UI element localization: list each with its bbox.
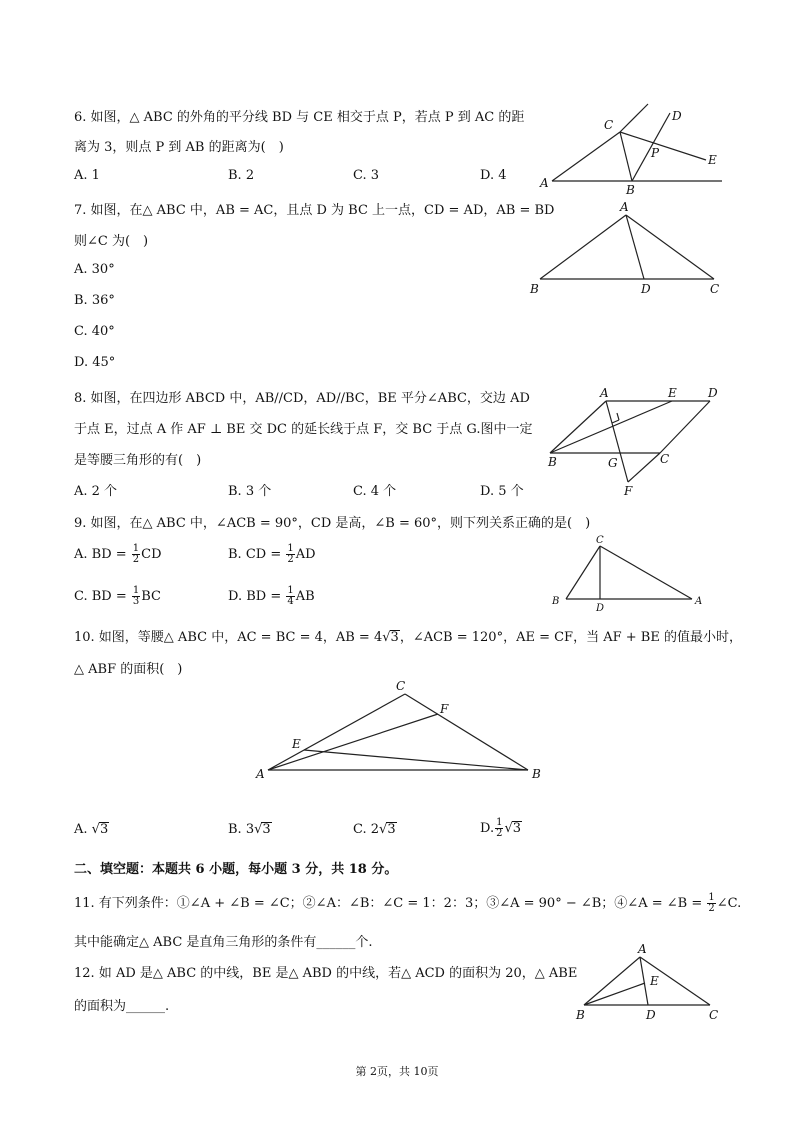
sqrt-symbol: √	[91, 822, 100, 837]
q6-label-d: D	[672, 109, 682, 123]
sqrt-symbol: √	[379, 822, 388, 837]
q10-label-e: E	[292, 737, 301, 751]
q9-option-b-suffix: AD	[295, 547, 316, 562]
q8-label-b: B	[548, 455, 557, 469]
q6-option-c: C. 3	[353, 168, 380, 183]
q10-line1-suffix: ，∠ACB = 120°，AE = CF，当 AF + BE 的值最小时，	[399, 630, 742, 645]
q9-label-b: B	[552, 596, 560, 607]
q10-sqrt-symbol: √	[382, 630, 391, 645]
q12-label-e: E	[650, 974, 659, 988]
q7-line2: 则∠C 为( )	[74, 234, 149, 249]
q10-option-a-prefix: A.	[74, 822, 92, 837]
q9-option-b-prefix: B. CD =	[228, 547, 286, 562]
q9-label-a: A	[695, 596, 703, 607]
q7-label-a: A	[620, 200, 629, 214]
fraction-numerator: 1	[132, 543, 140, 554]
q7-option-d: D. 45°	[74, 355, 116, 370]
q10-option-a-radicand: 3	[99, 822, 109, 837]
q9-option-d-prefix: D. BD =	[228, 589, 286, 604]
q9-option-c-prefix: C. BD =	[74, 589, 131, 604]
q10-option-b-prefix: B. 3	[228, 822, 255, 837]
q8-option-c: C. 4 个	[353, 484, 397, 499]
q10-option-b-radicand: 3	[262, 822, 271, 837]
q12-label-c: C	[709, 1008, 719, 1022]
q9-label-d: D	[596, 603, 605, 614]
fraction-denominator: 2	[132, 554, 140, 565]
q11-line2: 其中能确定△ ABC 是直角三角形的条件有______个.	[74, 935, 373, 950]
q6-label-e: E	[708, 153, 717, 167]
fraction-numerator: 1	[708, 892, 715, 903]
q7-line1: 7. 如图，在△ ABC 中，AB = AC，且点 D 为 BC 上一点，CD = AD，AB = BD	[74, 203, 555, 218]
q8-label-g: G	[608, 456, 618, 470]
q9-option-c-suffix: BC	[141, 589, 162, 604]
q8-line1: 8. 如图，在四边形 ABCD 中，AB//CD，AD//BC，BE 平分∠ABC，交边 AD	[74, 391, 530, 406]
q11-line1-suffix: ∠C.	[716, 896, 742, 911]
q12-line-be	[584, 983, 645, 1005]
q10-label-a: A	[256, 767, 265, 781]
q12-line-ad	[640, 957, 648, 1005]
q8-label-a: A	[600, 386, 609, 400]
q11-line1-prefix: 11. 有下列条件：①∠A + ∠B = ∠C；②∠A：∠B：∠C = 1：2：3；③∠A = 90° − ∠B；④∠A = ∠B =	[74, 896, 707, 911]
fraction-denominator: 2	[708, 903, 715, 914]
q12-label-d: D	[646, 1008, 656, 1022]
q7-option-a: A. 30°	[74, 262, 115, 277]
page-footer: 第 2页，共 10页	[355, 1065, 439, 1078]
q7-option-c: C. 40°	[74, 324, 115, 339]
q10-label-f: F	[440, 702, 449, 716]
q6-label-p: P	[651, 146, 660, 160]
q8-option-a: A. 2 个	[74, 484, 118, 499]
q10-line2: △ ABF 的面积( )	[74, 662, 183, 677]
q10-option-c-prefix: C. 2	[353, 822, 380, 837]
q6-line1: 6. 如图，△ ABC 的外角的平分线 BD 与 CE 相交于点 P，若点 P 到 AC 的距	[74, 110, 525, 125]
q7-label-c: C	[710, 282, 720, 296]
q9-option-d-suffix: AB	[295, 589, 315, 604]
q6-label-c: C	[604, 118, 614, 132]
q9-line1: 9. 如图，在△ ABC 中，∠ACB = 90°，CD 是高，∠B = 60°，则下列关系正确的是( )	[74, 516, 591, 531]
q8-line3: 是等腰三角形的有( )	[74, 453, 202, 468]
sqrt-symbol: √	[504, 821, 513, 836]
sqrt-symbol: √	[254, 822, 263, 837]
q12-line-ba	[584, 957, 640, 1005]
q8-label-c: C	[660, 452, 670, 466]
q10-radicand: 3	[390, 630, 399, 645]
section-2-heading: 二、填空题：本题共 6 小题，每小题 3 分，共 18 分。	[74, 862, 398, 877]
q9-option-a-suffix: CD	[141, 547, 162, 562]
q7-label-b: B	[530, 282, 539, 296]
q12-label-a: A	[638, 942, 647, 956]
q10-label-b: B	[532, 767, 541, 781]
q8-option-d: D. 5 个	[480, 484, 524, 499]
q9-option-a-prefix: A. BD =	[74, 547, 131, 562]
q10-option-d-radicand: 3	[512, 821, 522, 836]
fraction-numerator: 1	[287, 543, 294, 554]
q10-label-c: C	[396, 679, 406, 693]
fraction-denominator: 3	[132, 596, 140, 607]
fraction-denominator: 4	[287, 596, 294, 607]
q7-label-d: D	[641, 282, 651, 296]
q9-label-c: C	[596, 535, 604, 546]
q6-line2: 离为 3，则点 P 到 AB 的距离为( )	[74, 140, 284, 155]
q6-option-a: A. 1	[74, 168, 100, 183]
q8-option-b: B. 3 个	[228, 484, 272, 499]
fraction-denominator: 2	[287, 554, 294, 565]
q8-label-e: E	[668, 386, 677, 400]
q10-option-c-radicand: 3	[387, 822, 396, 837]
q8-line2: 于点 E，过点 A 作 AF ⊥ BE 交 DC 的延长线于点 F，交 BC 于点 G.图中一定	[74, 422, 533, 437]
q8-label-d: D	[708, 386, 718, 400]
q10-option-d-prefix: D.	[480, 821, 495, 836]
q8-label-f: F	[624, 484, 633, 498]
fraction-numerator: 1	[287, 585, 294, 596]
fraction-numerator: 1	[496, 817, 503, 828]
fraction-denominator: 2	[496, 828, 503, 839]
q10-line1-prefix: 10. 如图，等腰△ ABC 中，AC = BC = 4，AB = 4	[74, 630, 383, 645]
q12-line1: 12. 如 AD 是△ ABC 的中线，BE 是△ ABD 的中线，若△ ACD 的面积为 20，△ ABE	[74, 966, 578, 981]
q12-line2: 的面积为______.	[74, 999, 170, 1014]
q6-label-a: A	[540, 176, 549, 190]
q7-option-b: B. 36°	[74, 293, 115, 308]
q6-option-b: B. 2	[228, 168, 255, 183]
q6-label-b: B	[626, 183, 635, 197]
q6-option-d: D. 4	[480, 168, 507, 183]
q12-label-b: B	[576, 1008, 585, 1022]
fraction-numerator: 1	[132, 585, 140, 596]
